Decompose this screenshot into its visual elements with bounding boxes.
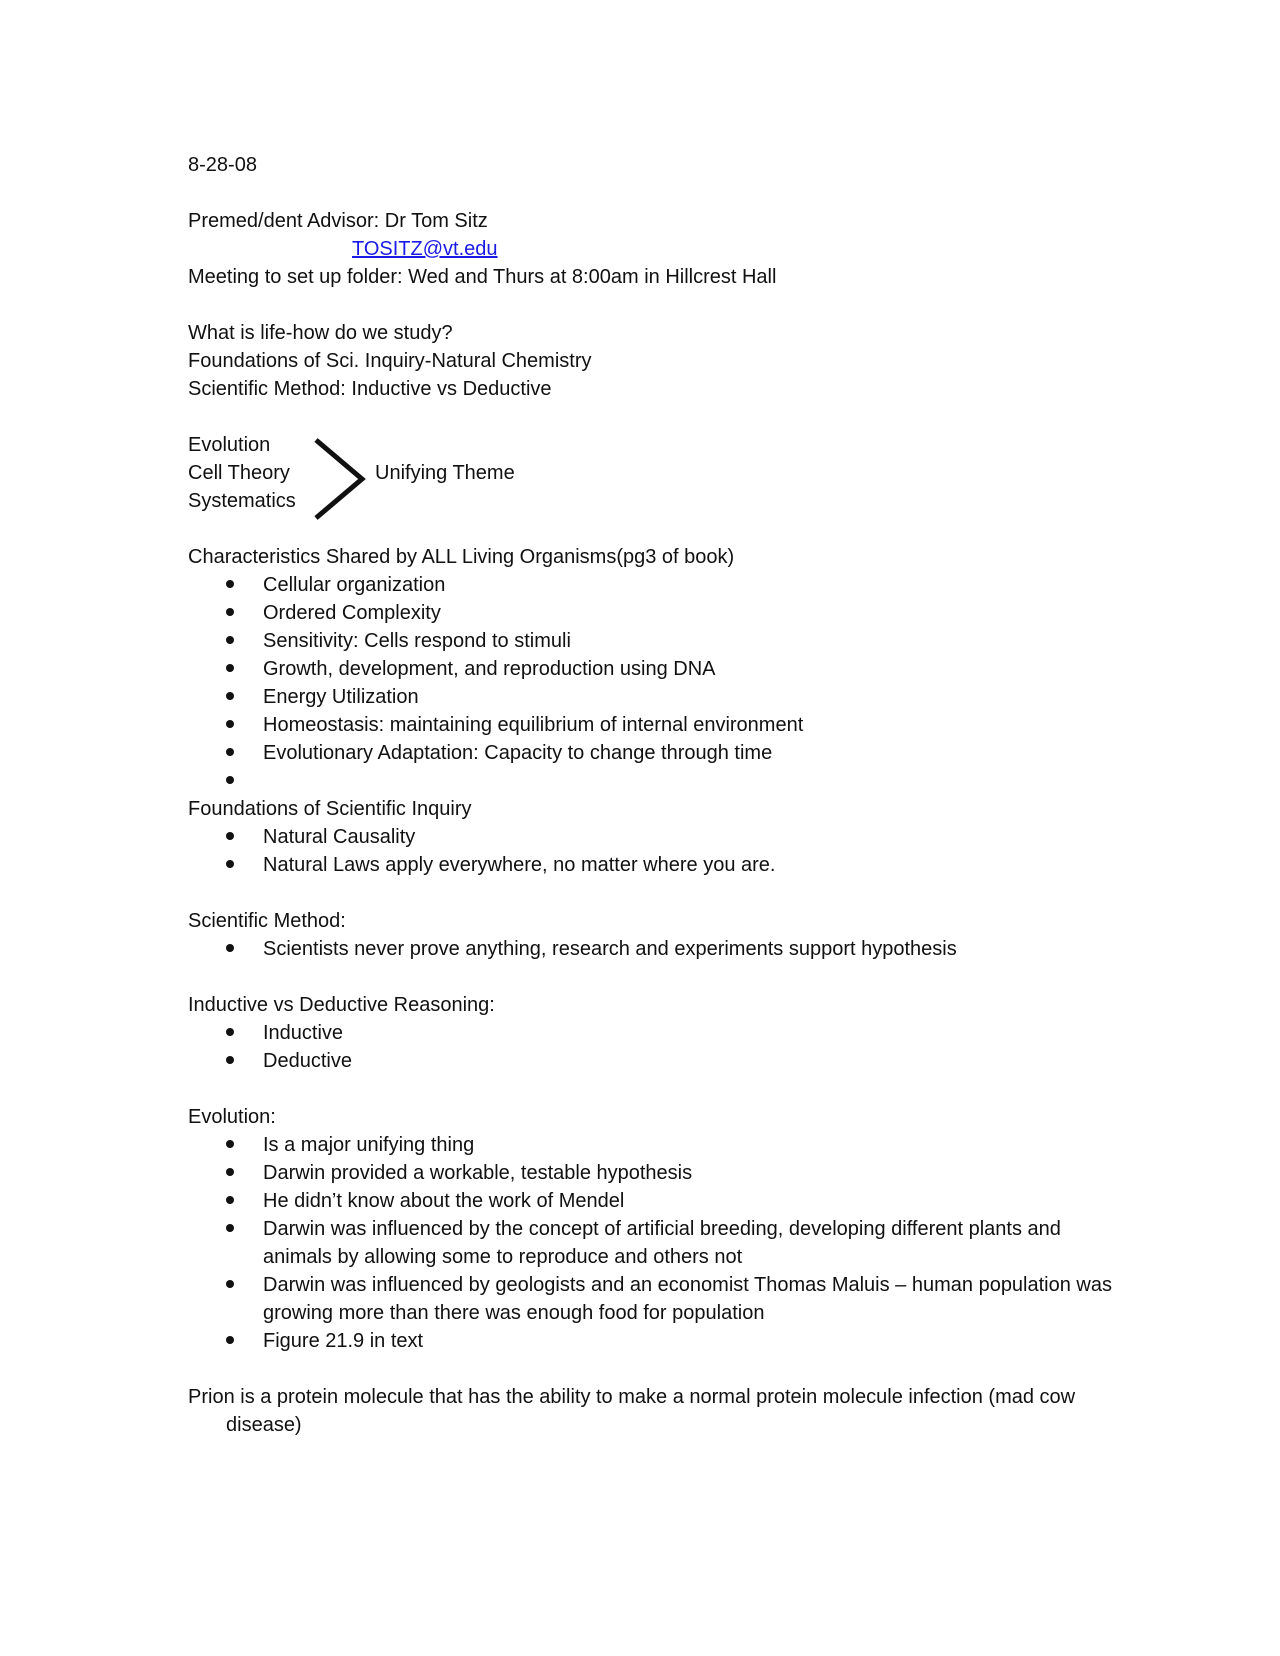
- bullet-icon: [226, 1056, 234, 1064]
- bullet-icon: [226, 1140, 234, 1148]
- document-page: 8-28-08 Premed/dent Advisor: Dr Tom Sitz TOSITZ@vt.edu Meeting to set up folder: Wed and Thurs at 8:00am in Hillcrest Hall What is life-how do we study? Foundations of Sci. Inquiry-Natural Chemistry Scientific Method: Inductive vs Deductive Evolution Cell Theory Systematics Unifying Theme Characteristics Shared by ALL Living Organisms(pg3 of book) Cellular organization Ordered Complexity Sensitivity: Cells respond to stimuli Growth, development, and reproduction using DNA Energy Utilization Homeostasis: maintaining equilibrium of internal environment Evolutionary Adaptation: Capacity to change through time Foundations of Scientific Inquiry Natural Causality Natural Laws apply everywhere, no matter where you are. Scientific Method: Scientists never prove anything, research and experiments support hypothesis Inductive vs Deductive Reasoning: Inductive Deductive Evolution: Is a major unifying thing Darwin provided a workable, testable hypothesis He didn’t know about the work of Mendel Darwin was influenced by the concept of artificial breeding, developing different plants and animals by allowing some to reproduce and others not Darwin was influenced by geologists and an economist Thomas Maluis – human population was growing more than there was enough food for population Figure 21.9 in text Prion is a protein molecule that has the ability to make a normal protein molecule infection (mad cow disease): [0, 0, 1280, 1656]
- bullet-icon: [226, 1336, 234, 1344]
- bullet-icon: [226, 832, 234, 840]
- theme-item: Cell Theory: [188, 462, 290, 484]
- bullet-icon: [226, 664, 234, 672]
- bullet-icon: [226, 1028, 234, 1036]
- foundations-heading: Foundations of Scientific Inquiry: [188, 798, 472, 820]
- advisor-email-link[interactable]: TOSITZ@vt.edu: [352, 238, 498, 260]
- characteristics-heading: Characteristics Shared by ALL Living Organisms(pg3 of book): [188, 546, 735, 568]
- bullet-icon: [226, 636, 234, 644]
- bullet-icon: [226, 748, 234, 756]
- bullet-icon: [226, 720, 234, 728]
- date: 8-28-08: [188, 154, 257, 176]
- evolution-heading: Evolution:: [188, 1106, 276, 1128]
- bullet-icon: [226, 1168, 234, 1176]
- bullet-icon: [226, 580, 234, 588]
- bullet-icon: [226, 776, 234, 784]
- prion-note: Prion is a protein molecule that has the ability to make a normal protein molecule infection (mad cow disease): [188, 1386, 1076, 1436]
- method-heading: Scientific Method:: [188, 910, 346, 932]
- intro-line: What is life-how do we study?: [188, 322, 453, 344]
- intro-line: Scientific Method: Inductive vs Deductive: [188, 378, 552, 400]
- advisor-line: Premed/dent Advisor: Dr Tom Sitz: [188, 210, 488, 232]
- bullet-icon: [226, 1224, 234, 1232]
- bullet-icon: [226, 1280, 234, 1288]
- list-item-text: Darwin was influenced by geologists and an economist Thomas Maluis – human population was growing more than there was enough food for population: [263, 1274, 1112, 1324]
- bullet-icon: [226, 1196, 234, 1204]
- bullet-icon: [226, 944, 234, 952]
- meeting-line: Meeting to set up folder: Wed and Thurs at 8:00am in Hillcrest Hall: [188, 266, 777, 288]
- bullet-icon: [226, 692, 234, 700]
- bullet-icon: [226, 608, 234, 616]
- bullet-icon: [226, 860, 234, 868]
- grouping-chevron-icon: [312, 436, 368, 522]
- theme-item: Evolution: [188, 434, 271, 456]
- reasoning-heading: Inductive vs Deductive Reasoning:: [188, 994, 495, 1016]
- intro-line: Foundations of Sci. Inquiry-Natural Chemistry: [188, 350, 592, 372]
- theme-item: Systematics: [188, 490, 296, 512]
- list-item-text: Darwin was influenced by the concept of artificial breeding, developing different plants and animals by allowing some to reproduce and others not: [263, 1218, 1061, 1268]
- unifying-theme-label: Unifying Theme: [375, 462, 515, 484]
